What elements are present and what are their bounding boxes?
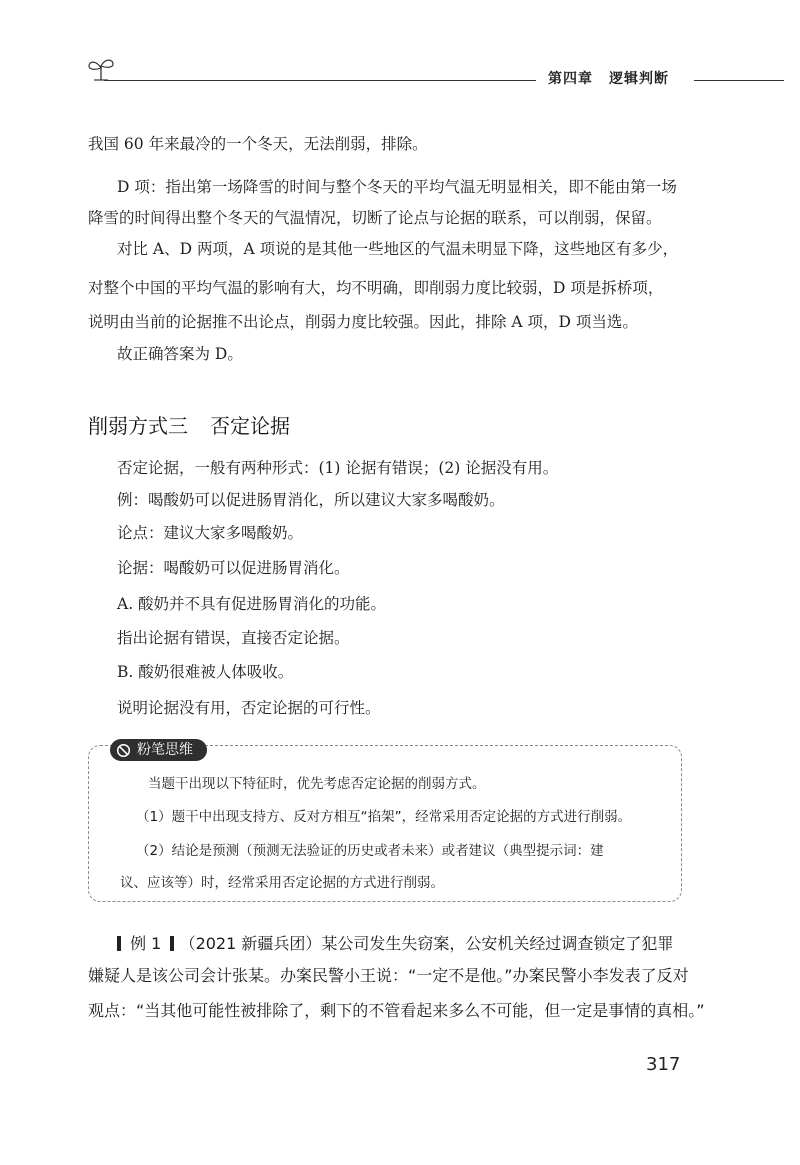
ban-icon xyxy=(116,743,131,758)
example-bar-right xyxy=(170,936,174,951)
section-line-4: 论据：喝酸奶可以促进肠胃消化。 xyxy=(117,559,350,577)
chapter-number: 第四章 xyxy=(548,71,593,87)
tip-line-1: 当题干出现以下特征时，优先考虑否定论据的削弱方式。 xyxy=(148,776,486,792)
section-line-3: 论点：建议大家多喝酸奶。 xyxy=(117,524,304,542)
section-line-7: B. 酸奶很难被人体吸收。 xyxy=(117,663,294,681)
tip-line-4: 议、应该等）时，经常采用否定论据的方式进行削弱。 xyxy=(120,875,444,891)
example-bar-left xyxy=(117,936,121,951)
page-number: 317 xyxy=(646,1054,681,1075)
example-line-1 xyxy=(117,933,673,955)
section-line-8: 说明论据没有用，否定论据的可行性。 xyxy=(117,699,381,717)
paragraph-line-1: 我国 60 年来最冷的一个冬天，无法削弱，排除。 xyxy=(88,135,428,153)
sprout-icon xyxy=(86,56,116,82)
chapter-title xyxy=(548,68,688,88)
section-heading-number: 削弱方式三 xyxy=(88,414,188,438)
tip-badge-label: 粉笔思维 xyxy=(137,742,193,758)
section-line-2: 例：喝酸奶可以促进肠胃消化，所以建议大家多喝酸奶。 xyxy=(117,491,505,509)
running-header xyxy=(0,56,800,96)
section-line-6: 指出论据有错误，直接否定论据。 xyxy=(117,629,350,647)
tip-line-2: （1）题干中出现支持方、反对方相互“掐架”，经常采用否定论据的方式进行削弱。 xyxy=(136,809,632,825)
header-rule-left xyxy=(104,80,536,81)
tip-line-3: （2）结论是预测（预测无法验证的历史或者未来）或者建议（典型提示词：建 xyxy=(136,843,604,859)
paragraph-line-5: 对整个中国的平均气温的影响有大，均不明确，即削弱力度比较弱，D 项是拆桥项， xyxy=(88,279,664,297)
section-line-5: A. 酸奶并不具有促进肠胃消化的功能。 xyxy=(117,595,387,613)
tip-badge xyxy=(110,739,207,761)
paragraph-line-6: 说明由当前的论据推不出论点，削弱力度比较强。因此，排除 A 项，D 项当选。 xyxy=(88,313,638,331)
paragraph-line-2: D 项：指出第一场降雪的时间与整个冬天的平均气温无明显相关，即不能由第一场 xyxy=(117,178,677,196)
section-line-1: 否定论据，一般有两种形式：(1) 论据有错误；(2) 论据没有用。 xyxy=(117,459,559,477)
example-line-3: 观点：“当其他可能性被排除了，剩下的不管看起来多么不可能，但一定是事情的真相。” xyxy=(88,1001,705,1020)
example-source: （2021 新疆兵团）某公司发生失窃案，公安机关经过调查锁定了犯罪 xyxy=(179,934,674,953)
paragraph-line-3: 降雪的时间得出整个冬天的气温情况，切断了论点与论据的联系，可以削弱，保留。 xyxy=(88,209,662,227)
header-rule-right xyxy=(694,80,784,81)
paragraph-line-7: 故正确答案为 D。 xyxy=(117,345,243,363)
paragraph-line-4: 对比 A、D 两项，A 项说的是其他一些地区的气温未明显下降，这些地区有多少， xyxy=(117,240,679,258)
chapter-name: 逻辑判断 xyxy=(609,71,669,87)
example-line-2: 嫌疑人是该公司会计张某。办案民警小王说：“一定不是他。”办案民警小李发表了反对 xyxy=(88,966,689,985)
section-heading-title: 否定论据 xyxy=(210,414,290,438)
example-label: 例 1 xyxy=(130,934,162,953)
section-heading xyxy=(88,410,290,439)
